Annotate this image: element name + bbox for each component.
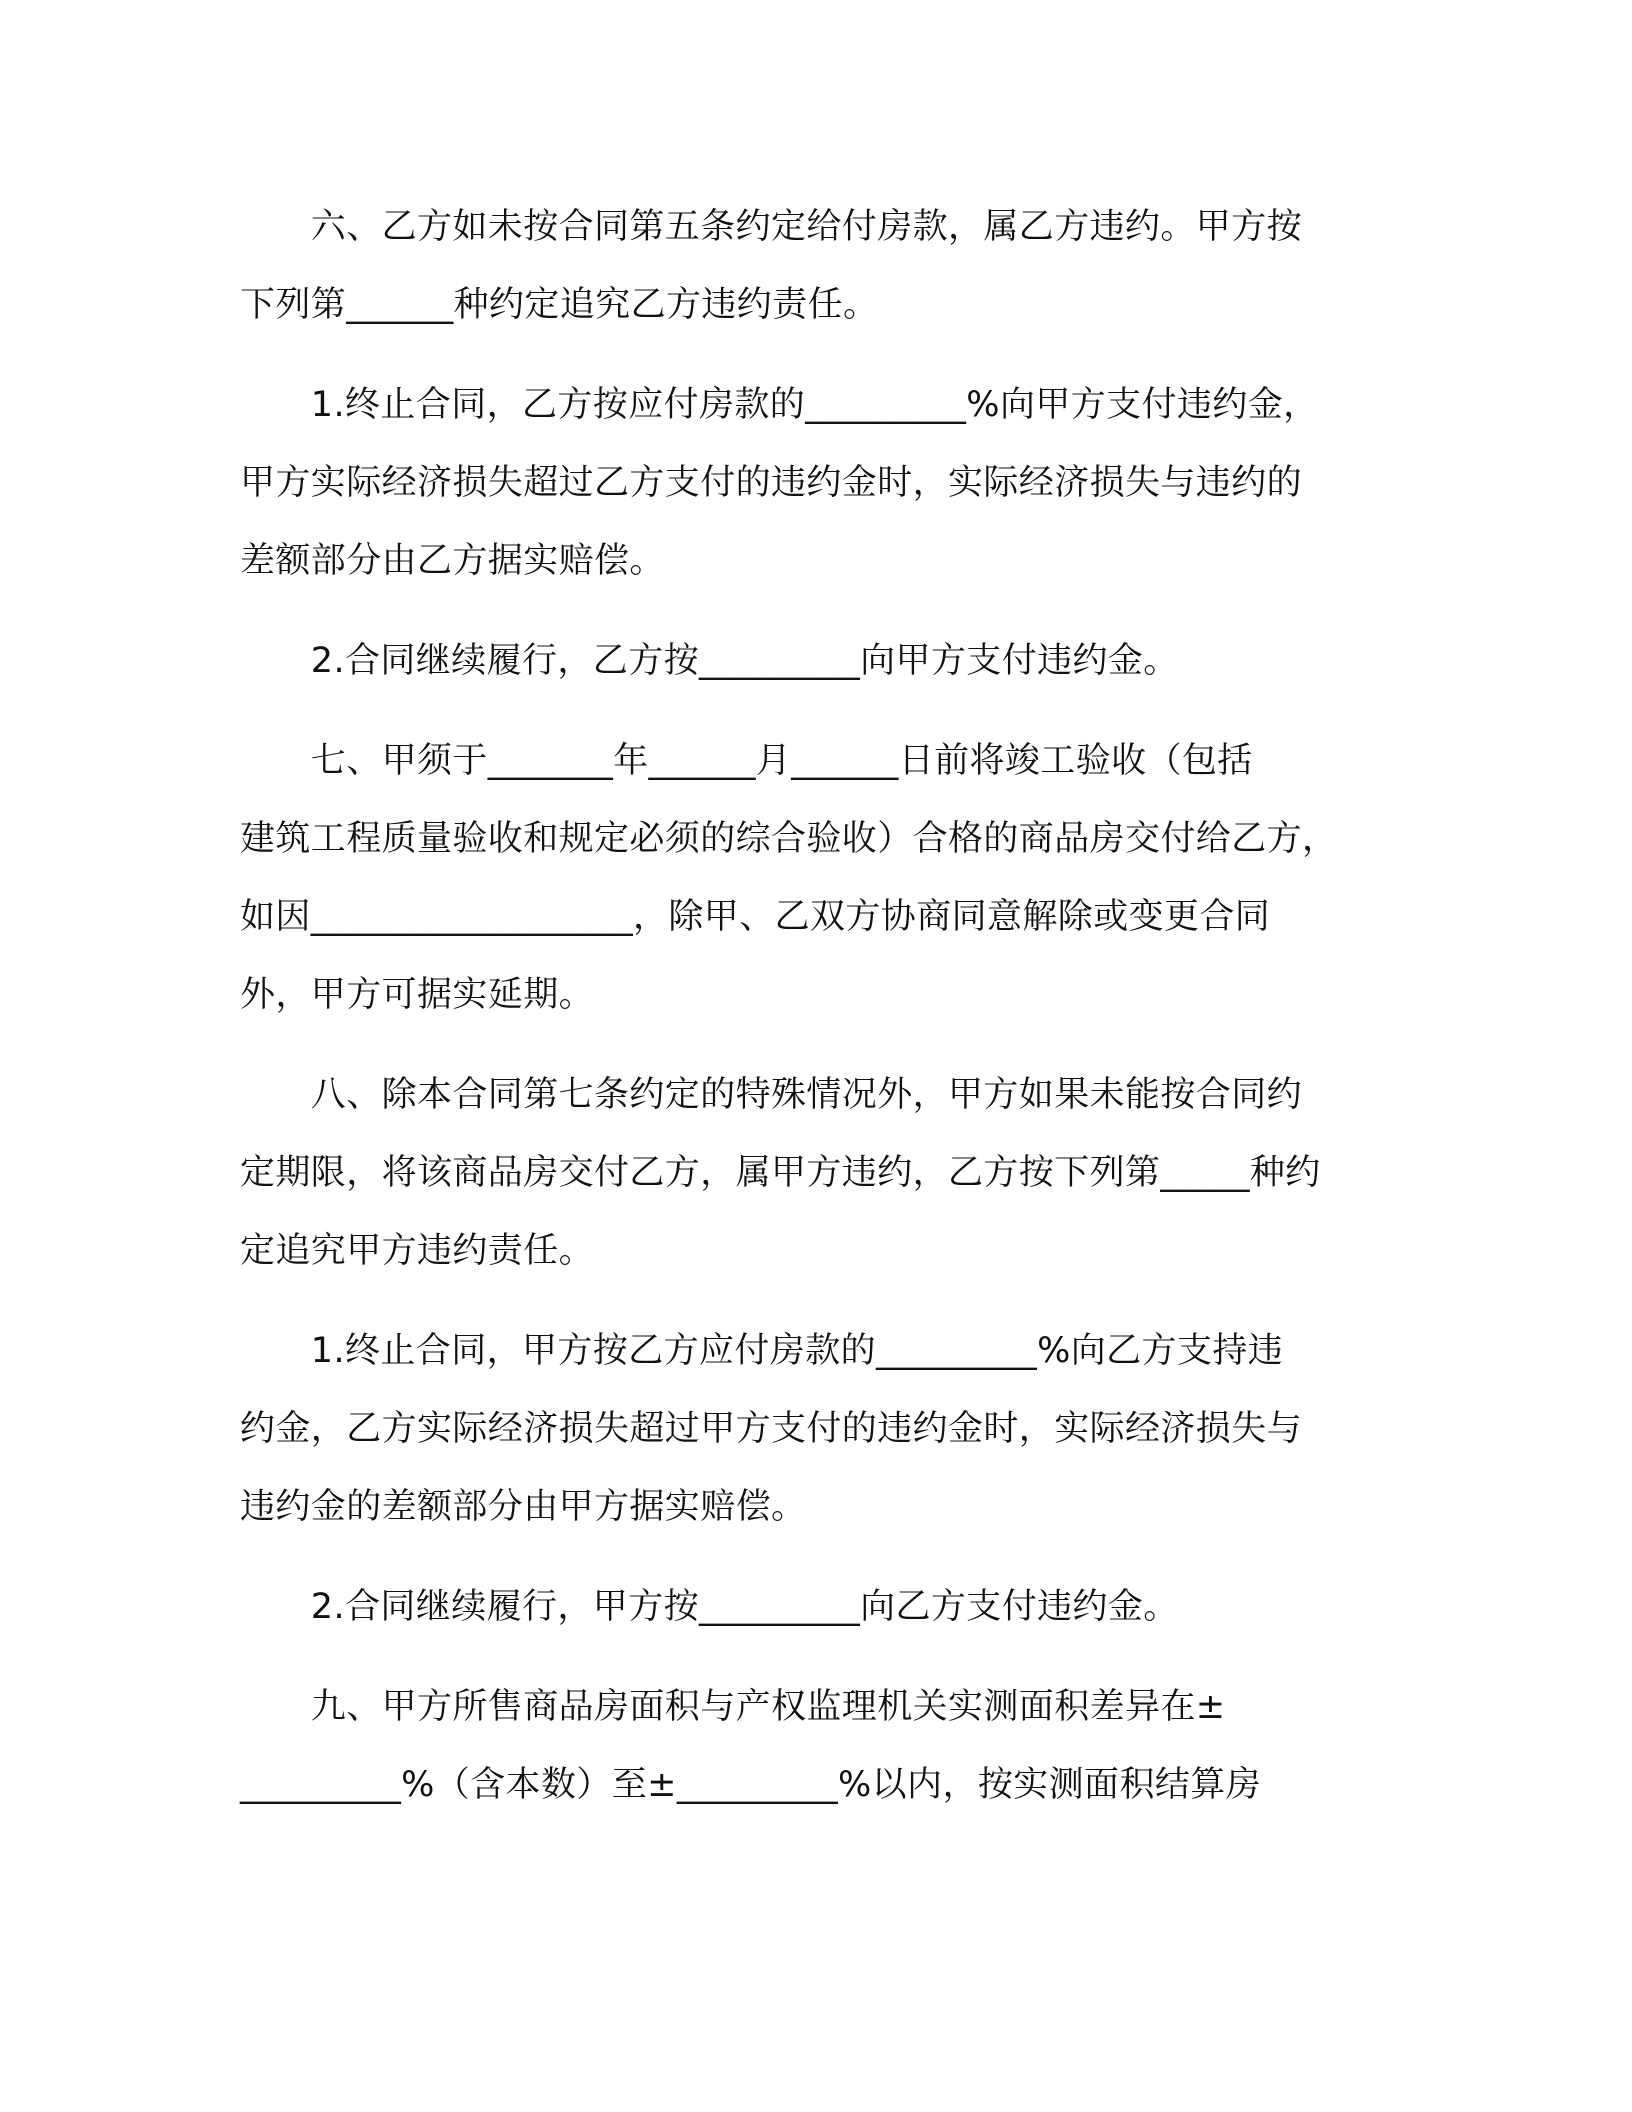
text-line: 定追究甲方违约责任。 [240,1231,595,1271]
text-line: 1.终止合同，甲方按乙方应付房款的_________%向乙方支持违 [240,1331,1284,1371]
text-line: 七、甲须于_______年______月______日前将竣工验收（包括 [240,741,1253,781]
clause-nine [240,1668,1400,1824]
text-line: 定期限，将该商品房交付乙方，属甲方违约，乙方按下列第_____种约 [240,1153,1321,1193]
text-line: 建筑工程质量验收和规定必须的综合验收）合格的商品房交付给乙方， [240,819,1338,859]
text-line: 约金，乙方实际经济损失超过甲方支付的违约金时，实际经济损失与 [240,1409,1303,1449]
clause-seven [240,722,1400,1034]
text-line: _________%（含本数）至±_________%以内，按实测面积结算房 [240,1765,1262,1805]
text-line: 八、除本合同第七条约定的特殊情况外，甲方如果未能按合同约 [240,1075,1303,1115]
text-line: 1.终止合同，乙方按应付房款的_________%向甲方支付违约金， [240,385,1319,425]
text-line: 如因__________________，除甲、乙双方协商同意解除或变更合同 [240,897,1271,937]
clause-eight-item-2 [240,1568,1400,1646]
clause-six-item-2 [240,622,1400,700]
clause-six-item-1 [240,366,1400,600]
text-line: 违约金的差额部分由甲方据实赔偿。 [240,1487,807,1527]
text-line: 2.合同继续履行，乙方按_________向甲方支付违约金。 [240,641,1179,681]
text-line: 下列第______种约定追究乙方违约责任。 [240,285,879,325]
clause-eight-item-1 [240,1312,1400,1546]
text-line: 2.合同继续履行，甲方按_________向乙方支付违约金。 [240,1587,1179,1627]
clause-eight [240,1056,1400,1290]
document-page [240,188,1400,1824]
text-line: 甲方实际经济损失超过乙方支付的违约金时，实际经济损失与违约的 [240,463,1303,503]
text-line: 六、乙方如未按合同第五条约定给付房款，属乙方违约。甲方按 [240,207,1303,247]
text-line: 差额部分由乙方据实赔偿。 [240,541,665,581]
text-line: 九、甲方所售商品房面积与产权监理机关实测面积差异在± [240,1687,1226,1727]
clause-six [240,188,1400,344]
text-line: 外，甲方可据实延期。 [240,975,595,1015]
